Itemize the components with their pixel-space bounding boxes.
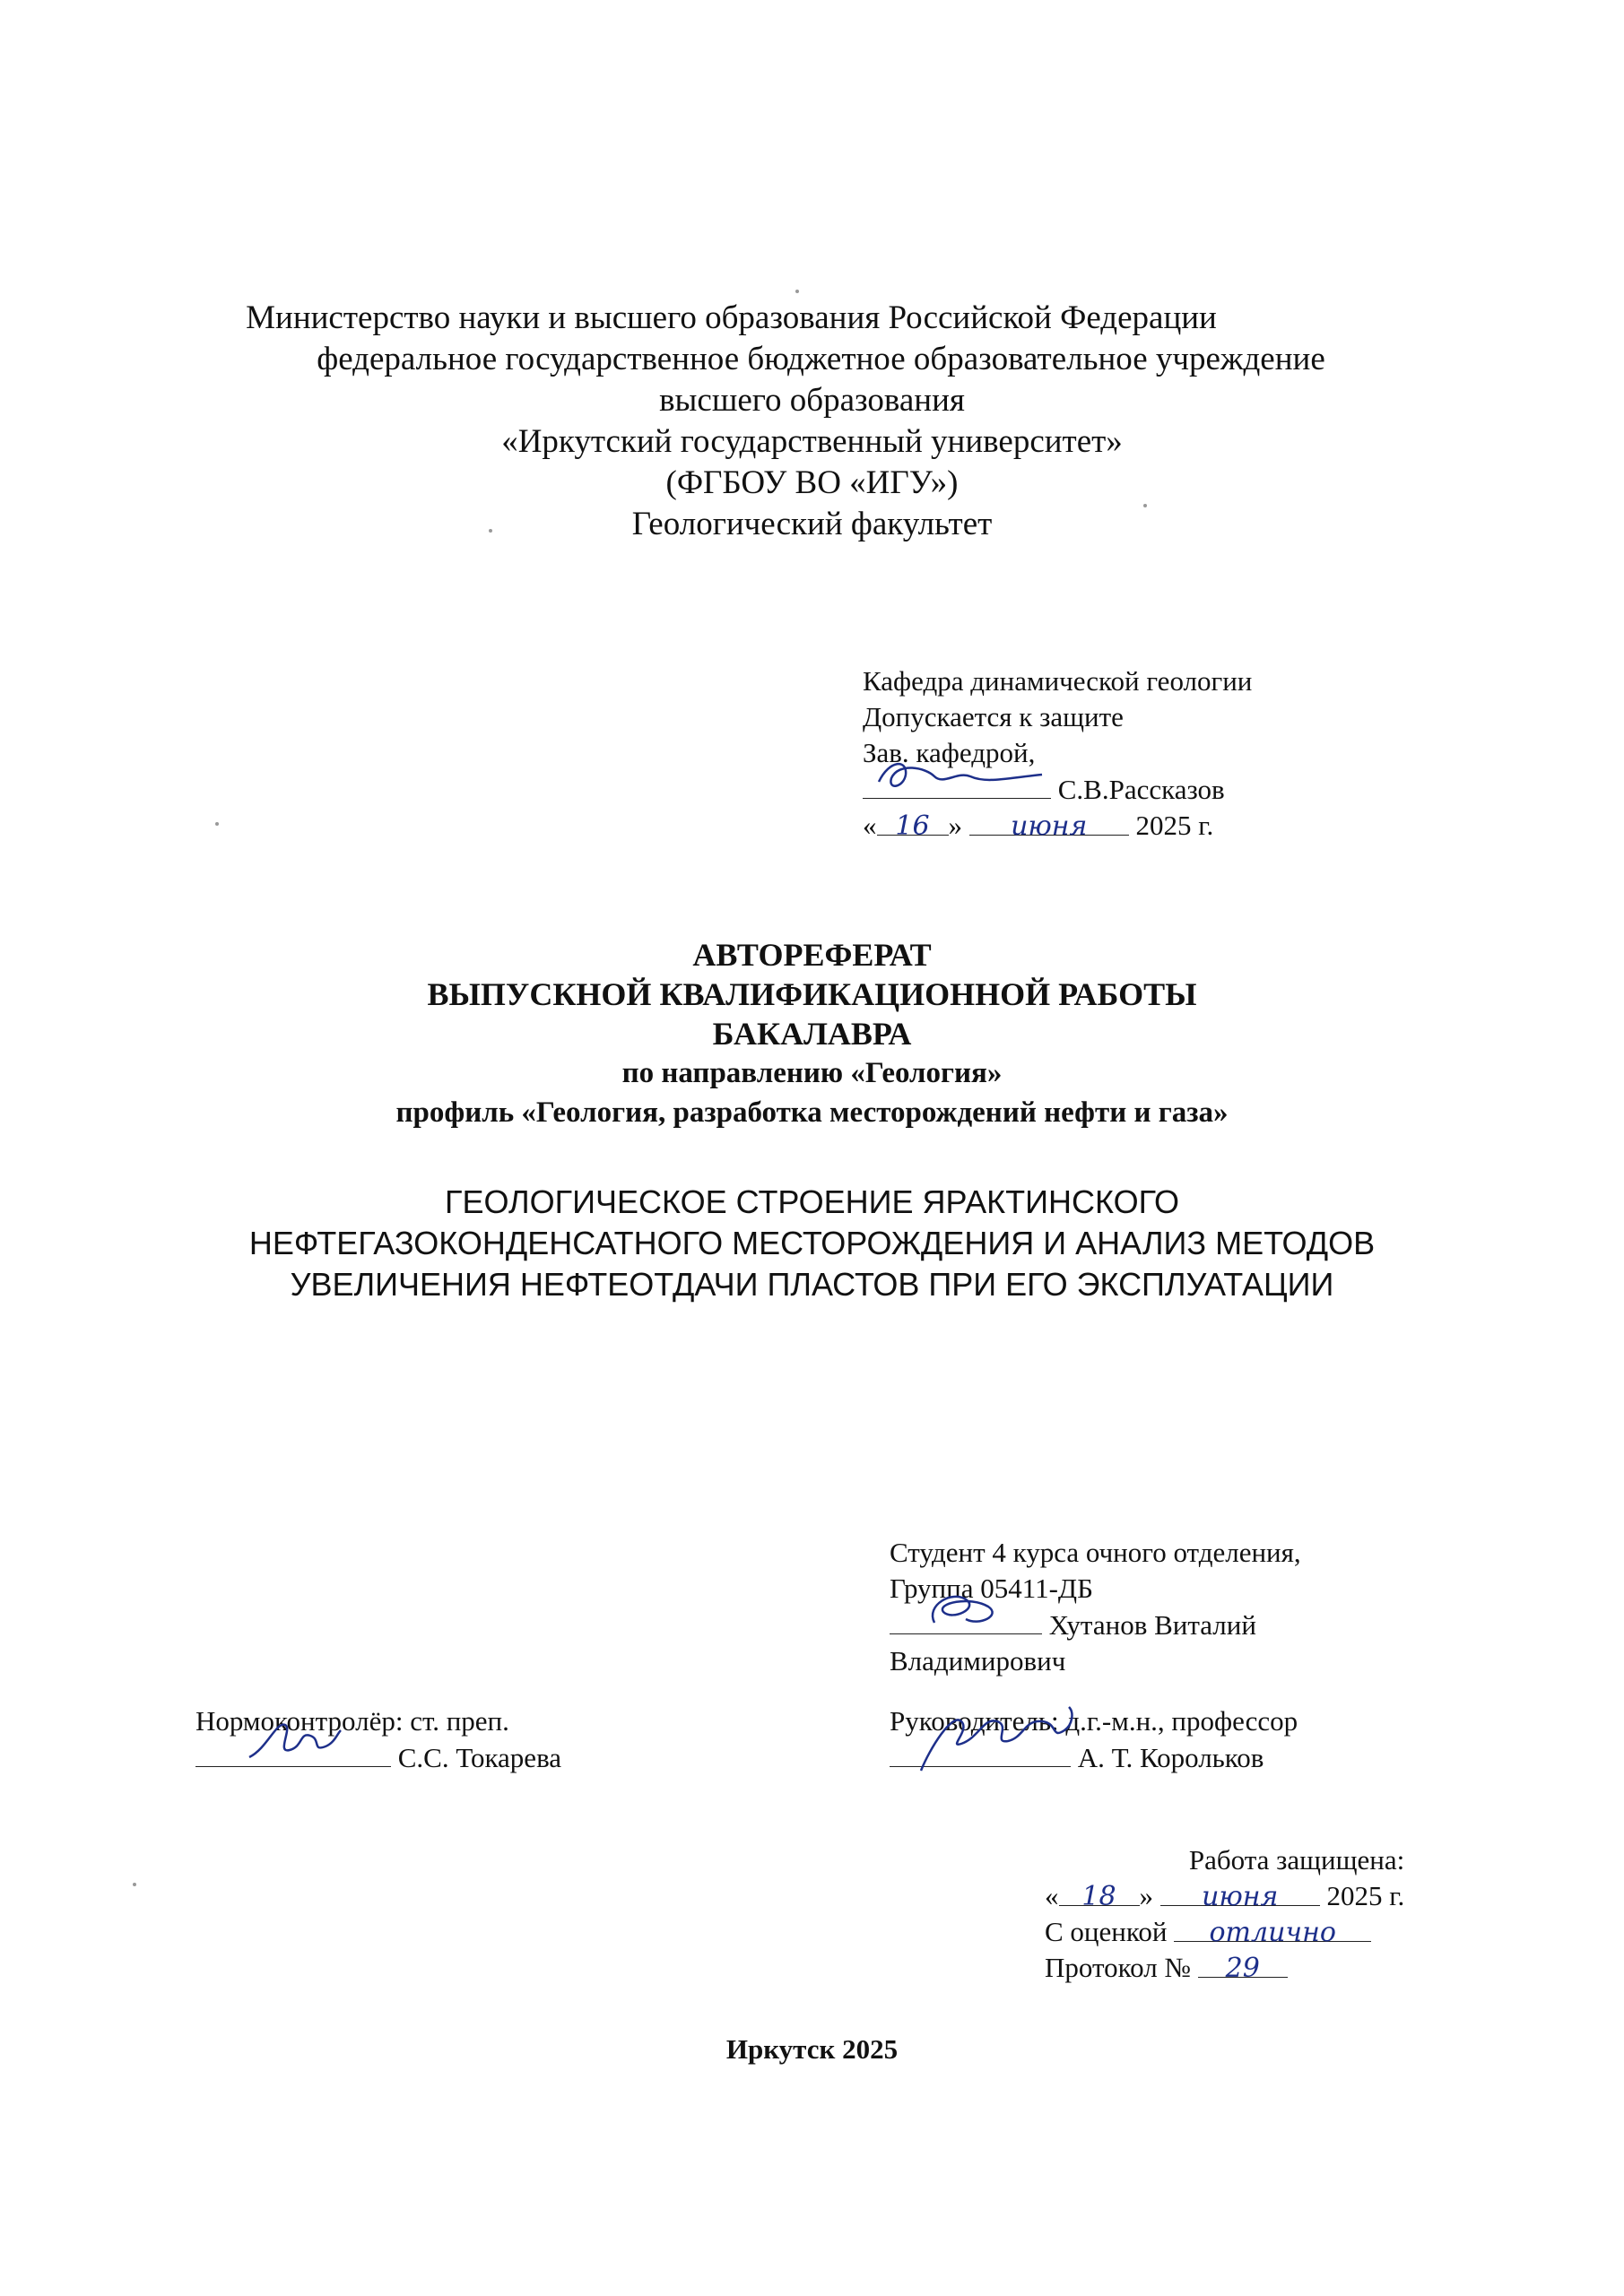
scan-speck — [795, 290, 799, 293]
approval-block — [863, 663, 1252, 844]
defense-date-line — [1045, 1878, 1404, 1914]
student-signature-blank — [890, 1607, 1042, 1634]
defense-date-open-quote: « — [1045, 1880, 1059, 1911]
defense-month-blank — [1160, 1878, 1320, 1912]
education-level-line: высшего образования — [659, 382, 965, 419]
grade-blank — [1174, 1914, 1371, 1948]
defense-day-blank — [1059, 1878, 1140, 1912]
scan-speck — [215, 822, 219, 826]
date-close-quote: » — [948, 810, 962, 841]
supervisor-label: Руководитель: д.г.-м.н., профессор — [890, 1705, 1298, 1737]
scan-speck — [1143, 504, 1147, 507]
defense-date-close-quote: » — [1139, 1880, 1153, 1911]
title-line-1: АВТОРЕФЕРАТ — [692, 937, 932, 973]
university-line: «Иркутский государственный университет» — [501, 423, 1123, 460]
normocontrol-signature — [240, 1712, 348, 1766]
institution-header — [0, 298, 1624, 545]
head-name: С.В.Рассказов — [1057, 774, 1225, 805]
thesis-title-line-2: НЕФТЕГАЗОКОНДЕНСАТНОГО МЕСТОРОЖДЕНИЯ И АНАЛИЗ МЕТОДОВ — [248, 1225, 1376, 1261]
defense-day: 18 — [1081, 1881, 1116, 1912]
defense-block — [1045, 1842, 1404, 1986]
supervisor-signature — [908, 1694, 1078, 1775]
date-month: июня — [1011, 810, 1088, 842]
defense-year: 2025 г. — [1326, 1880, 1405, 1911]
date-day: 16 — [895, 810, 930, 842]
supervisor-name: А. Т. Корольков — [1077, 1742, 1264, 1773]
normocontrol-name: С.С. Токарева — [397, 1742, 562, 1773]
student-name-second: Владимирович — [890, 1645, 1066, 1677]
student-name-first: Хутанов Виталий — [1048, 1609, 1256, 1641]
grade-value: отлично — [1209, 1917, 1336, 1948]
protocol-line — [1045, 1950, 1404, 1986]
student-course-line: Студент 4 курса очного отделения, — [890, 1537, 1301, 1568]
scan-speck — [133, 1883, 136, 1886]
ministry-line: Министерство науки и высшего образования Российской Федерации — [246, 299, 1217, 336]
thesis-title-line-1: ГЕОЛОГИЧЕСКОЕ СТРОЕНИЕ ЯРАКТИНСКОГО — [444, 1183, 1180, 1220]
date-year: 2025 г. — [1135, 810, 1214, 841]
direction-line: по направлению «Геология» — [621, 1057, 1003, 1089]
protocol-value: 29 — [1225, 1953, 1260, 1984]
department-line: Кафедра динамической геологии — [863, 665, 1253, 697]
faculty-line: Геологический факультет — [631, 506, 993, 542]
student-group-line: Группа 05411-ДБ — [890, 1573, 1093, 1604]
normocontrol-signature-blank — [195, 1739, 391, 1767]
profile-line: профиль «Геология, разработка месторождений нефти и газа» — [395, 1096, 1229, 1129]
approval-date-line — [863, 808, 1252, 844]
supervisor-signature-line — [890, 1739, 1298, 1776]
student-signature-line — [890, 1607, 1301, 1643]
protocol-label: Протокол № — [1045, 1952, 1191, 1983]
defense-month: июня — [1202, 1881, 1279, 1912]
normocontrol-signature-line — [195, 1739, 561, 1776]
protocol-blank — [1198, 1950, 1288, 1984]
thesis-title-line-3: УВЕЛИЧЕНИЯ НЕФТЕОТДАЧИ ПЛАСТОВ ПРИ ЕГО ЭКСПЛУАТАЦИИ — [290, 1266, 1334, 1303]
signature-blank — [863, 771, 1051, 799]
title-line-3: БАКАЛАВРА — [712, 1016, 912, 1052]
thesis-title — [0, 1182, 1624, 1305]
supervisor-block — [890, 1703, 1298, 1776]
head-signature — [872, 755, 1051, 798]
admitted-line: Допускается к защите — [863, 701, 1124, 732]
title-line-2: ВЫПУСКНОЙ КВАЛИФИКАЦИОННОЙ РАБОТЫ — [427, 976, 1197, 1012]
grade-label: С оценкой — [1045, 1916, 1168, 1947]
institution-type-line: федеральное государственное бюджетное образовательное учреждение — [317, 341, 1325, 377]
supervisor-signature-blank — [890, 1739, 1071, 1767]
document-title — [0, 935, 1624, 1132]
date-month-blank — [969, 808, 1129, 842]
scan-speck — [489, 529, 492, 533]
date-open-quote: « — [863, 810, 877, 841]
normocontrol-label: Нормоконтролёр: ст. преп. — [195, 1705, 509, 1737]
abbreviation-line: (ФГБОУ ВО «ИГУ») — [665, 464, 959, 501]
student-block — [890, 1535, 1301, 1679]
city-year: Иркутск 2025 — [725, 2033, 899, 2065]
student-signature — [916, 1587, 1015, 1632]
grade-line — [1045, 1914, 1404, 1950]
date-day-blank — [877, 808, 949, 842]
normocontrol-block — [195, 1703, 561, 1776]
head-signature-line — [863, 771, 1252, 808]
head-label: Зав. кафедрой, — [863, 737, 1036, 768]
defense-label: Работа защищена: — [1188, 1844, 1405, 1876]
